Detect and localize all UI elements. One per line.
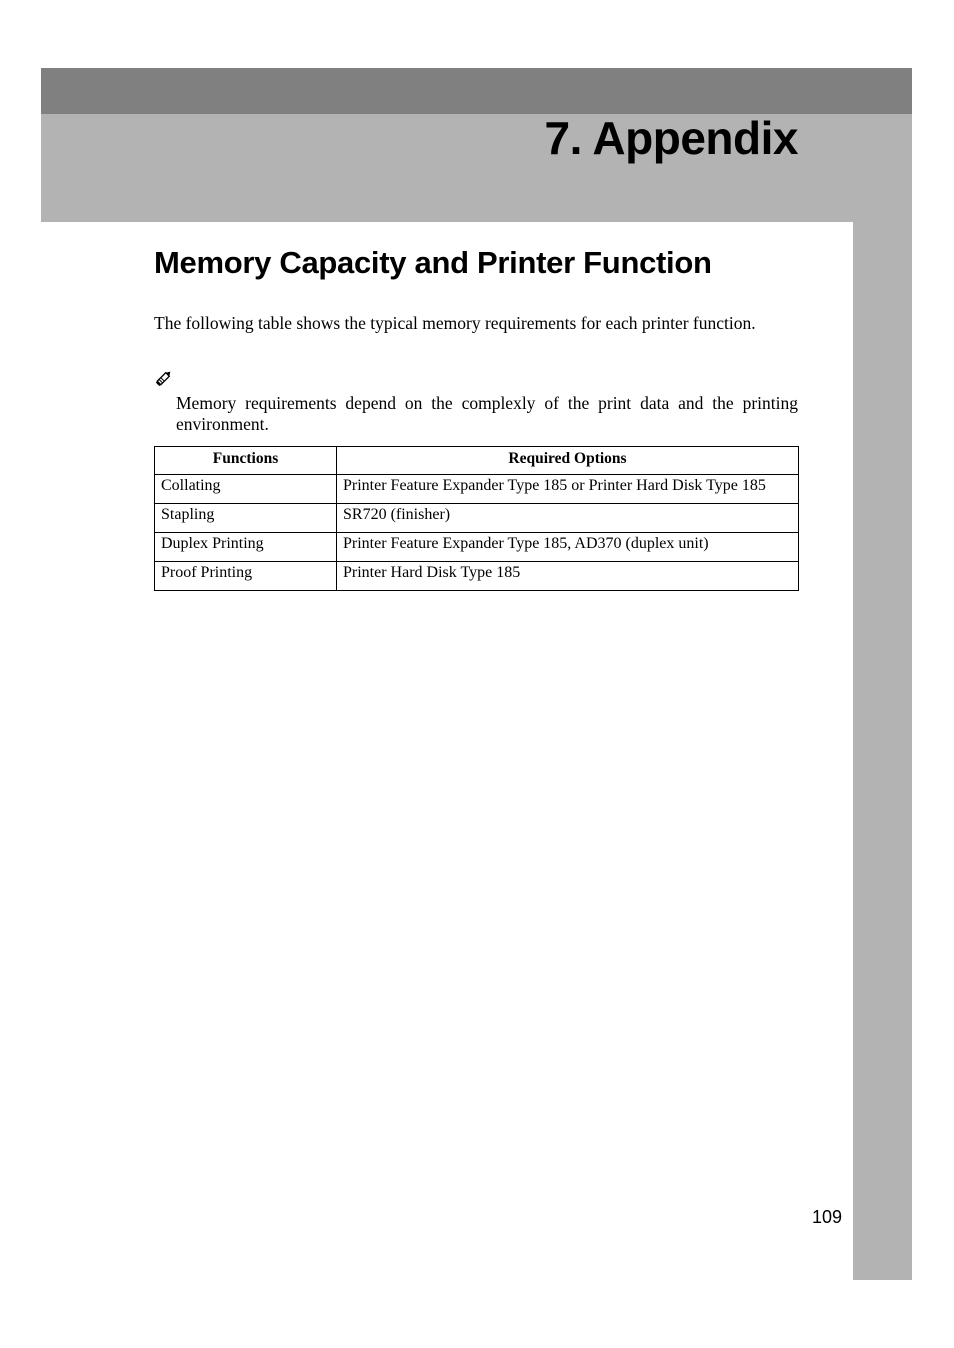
intro-paragraph: The following table shows the typical memory requirements for each printer function. bbox=[154, 313, 756, 333]
pencil-note-icon bbox=[154, 368, 174, 388]
function-cell: Stapling bbox=[155, 504, 337, 533]
table-row bbox=[155, 504, 799, 533]
table-row bbox=[155, 533, 799, 562]
table-row bbox=[155, 475, 799, 504]
page-number: 109 bbox=[812, 1207, 843, 1227]
chapter-title: 7. Appendix bbox=[544, 112, 798, 164]
chapter-header-band-top bbox=[41, 68, 912, 114]
function-cell: Proof Printing bbox=[155, 562, 337, 591]
table-row bbox=[155, 562, 799, 591]
section-title: Memory Capacity and Printer Function bbox=[154, 245, 712, 280]
note-text: Memory requirements depend on the complexly of the print data and the printing environment. bbox=[176, 393, 798, 434]
column-header-required-options: Required Options bbox=[337, 447, 799, 475]
function-cell: Collating bbox=[155, 475, 337, 504]
function-cell: Duplex Printing bbox=[155, 533, 337, 562]
options-cell: Printer Feature Expander Type 185, AD370 (duplex unit) bbox=[337, 533, 799, 562]
table-header-row bbox=[155, 447, 799, 475]
requirements-table bbox=[154, 446, 799, 591]
options-cell: SR720 (finisher) bbox=[337, 504, 799, 533]
options-cell: Printer Feature Expander Type 185 or Printer Hard Disk Type 185 bbox=[337, 475, 799, 504]
side-thumb-strip bbox=[853, 222, 912, 1280]
options-cell: Printer Hard Disk Type 185 bbox=[337, 562, 799, 591]
column-header-functions: Functions bbox=[155, 447, 337, 475]
